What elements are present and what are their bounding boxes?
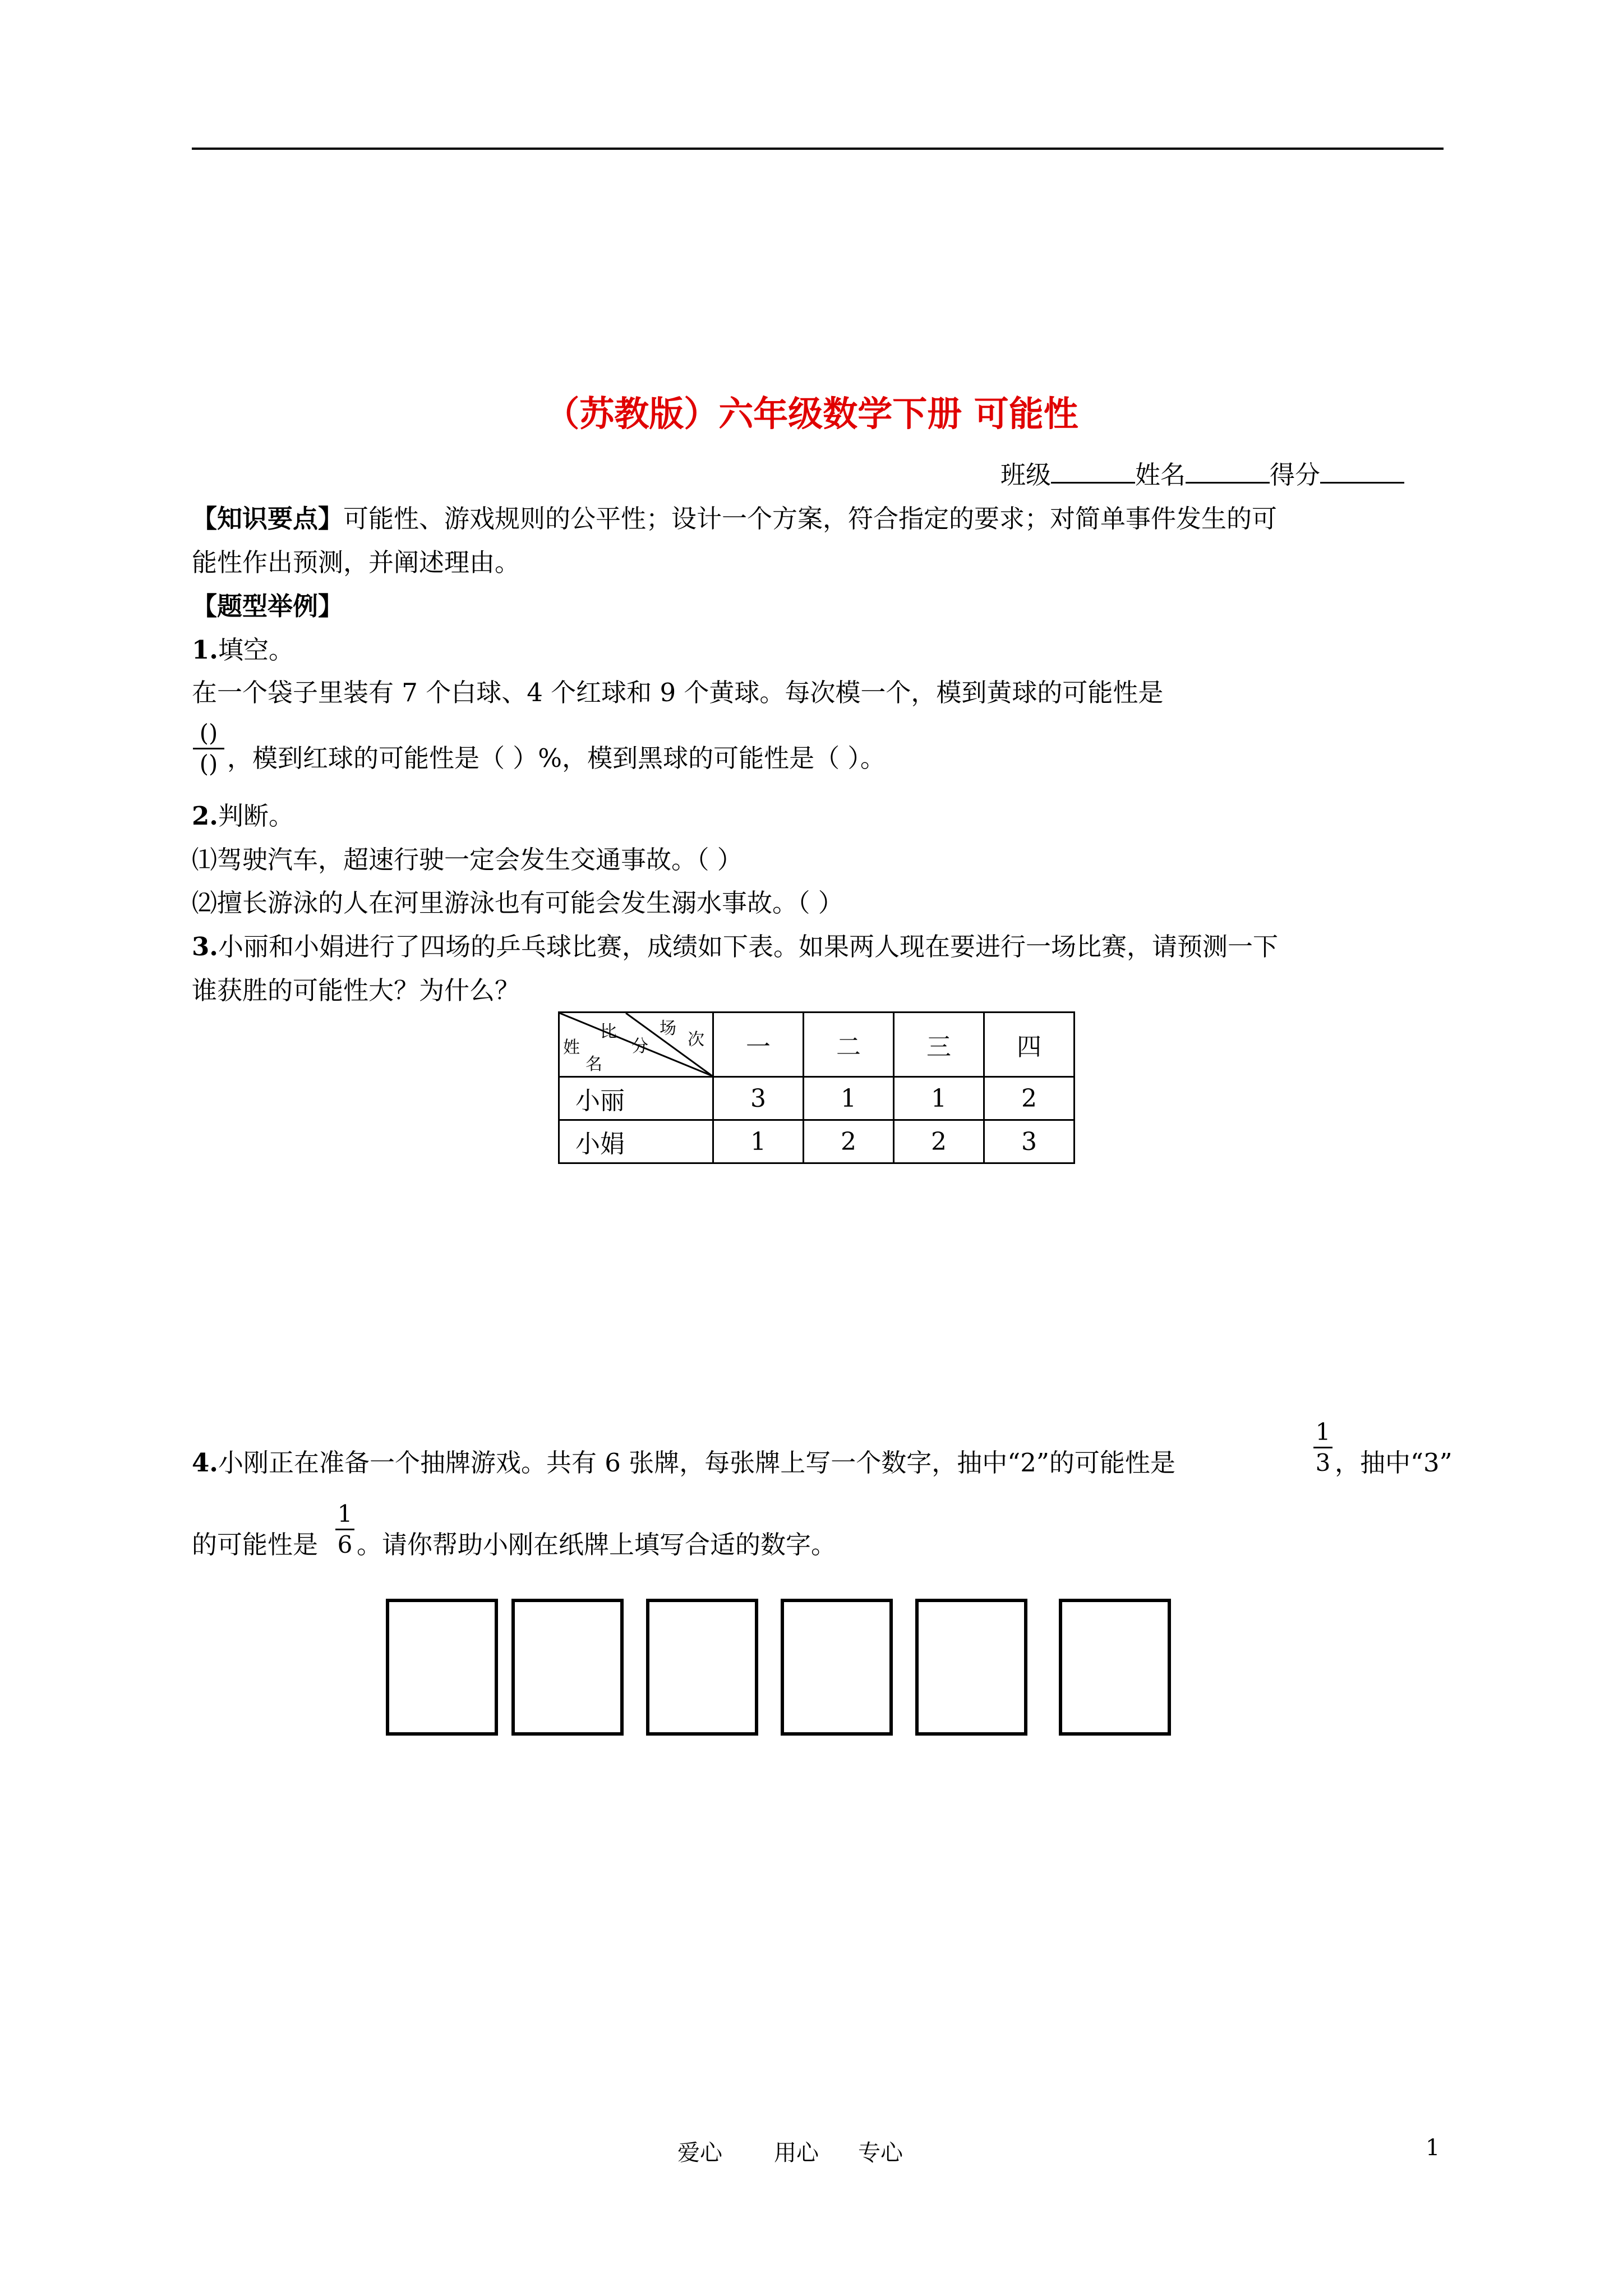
q3-text-1: 小丽和小娟进行了四场的乒乓球比赛，成绩如下表。如果两人现在要进行一场比赛，请预测一下 xyxy=(218,932,1278,961)
q4-fraction-2-numerator: 1 xyxy=(337,1500,353,1527)
table-cell: 1 xyxy=(804,1077,894,1120)
header-rule xyxy=(192,148,1444,150)
table-cell: 1 xyxy=(713,1120,804,1163)
q4-fraction-2 xyxy=(335,1501,354,1558)
diag-text-chang: 场 xyxy=(660,1019,676,1038)
name-label: 姓名 xyxy=(1135,460,1186,490)
row-name: 小娟 xyxy=(559,1120,713,1163)
knowledge-text-1: 可能性、游戏规则的公平性；设计一个方案，符合指定的要求；对简单事件发生的可 xyxy=(343,504,1278,533)
examples-label: 【题型举例】 xyxy=(192,591,344,621)
q4-number: 4. xyxy=(192,1448,218,1478)
q1-number: 1. xyxy=(192,635,218,665)
q1-title: 填空。 xyxy=(218,635,294,665)
q1-text-1: 在一个袋子里装有 7 个白球、4 个红球和 9 个黄球。每次模一个，模到黄球的可能性是 xyxy=(192,678,1164,707)
q2-title-line xyxy=(192,799,294,833)
knowledge-line-1 xyxy=(192,502,1277,536)
q1-fraction xyxy=(193,720,224,777)
table-row xyxy=(559,1120,1075,1163)
q2-item-2: ⑵擅长游泳的人在河里游泳也有可能会发生溺水事故。（ ） xyxy=(192,888,843,918)
q2-item-1: ⑴驾驶汽车，超速行驶一定会发生交通事故。（ ） xyxy=(192,845,743,875)
footer-motto-1: 爱心 xyxy=(677,2140,722,2166)
table-cell: 3 xyxy=(984,1120,1075,1163)
q3-line-1 xyxy=(192,930,1278,964)
q1-fraction-numerator: () xyxy=(199,719,218,747)
table-cell: 1 xyxy=(894,1077,984,1120)
q3-number: 3. xyxy=(192,932,218,961)
row-name: 小丽 xyxy=(559,1077,713,1120)
q2-title: 判断。 xyxy=(218,801,294,831)
class-blank[interactable] xyxy=(1051,459,1135,484)
q4-text-2a: 的可能性是 xyxy=(192,1530,319,1559)
card-blank-1[interactable] xyxy=(386,1599,498,1736)
q4-text-2b: 。请你帮助小刚在纸牌上填写合适的数字。 xyxy=(357,1530,837,1559)
page-number: 1 xyxy=(1426,2135,1440,2161)
table-row xyxy=(559,1077,1075,1120)
card-blank-3[interactable] xyxy=(646,1599,758,1736)
q4-fraction-1 xyxy=(1313,1419,1332,1476)
diag-text-ci: 次 xyxy=(688,1030,704,1050)
q1-title-line xyxy=(192,633,294,667)
column-header: 二 xyxy=(804,1013,894,1077)
table-cell: 2 xyxy=(984,1077,1075,1120)
diag-text-xing: 姓 xyxy=(563,1038,580,1057)
q4-fraction-1-bar xyxy=(1313,1447,1332,1448)
name-blank[interactable] xyxy=(1186,459,1270,484)
column-header: 三 xyxy=(894,1013,984,1077)
info-line xyxy=(1000,458,1404,492)
diag-text-bi: 比 xyxy=(600,1022,617,1042)
card-blank-2[interactable] xyxy=(511,1599,624,1736)
q1-fraction-bar xyxy=(193,748,224,749)
diag-text-fen: 分 xyxy=(631,1037,648,1056)
q3-text-2: 谁获胜的可能性大？为什么？ xyxy=(192,976,520,1005)
score-label: 得分 xyxy=(1270,460,1321,490)
knowledge-text-2: 能性作出预测，并阐述理由。 xyxy=(192,547,520,577)
q4-fraction-1-denominator: 3 xyxy=(1315,1449,1331,1476)
q4-text-1a: 小刚正在准备一个抽牌游戏。共有 6 张牌，每张牌上写一个数字，抽中“2”的可能性是 xyxy=(218,1448,1175,1478)
column-header: 一 xyxy=(713,1013,804,1077)
diag-text-ming: 名 xyxy=(585,1055,602,1074)
class-label: 班级 xyxy=(1000,460,1052,490)
q4-fraction-2-bar xyxy=(335,1529,354,1530)
table-cell: 2 xyxy=(804,1120,894,1163)
footer-motto-2: 用心 xyxy=(774,2140,819,2166)
card-blank-6[interactable] xyxy=(1059,1599,1171,1736)
column-header: 四 xyxy=(984,1013,1075,1077)
q4-fraction-2-denominator: 6 xyxy=(337,1531,353,1558)
q4-line-1 xyxy=(192,1446,1175,1480)
table-cell: 2 xyxy=(894,1120,984,1163)
card-blank-4[interactable] xyxy=(781,1599,893,1736)
page-title: （苏教版）六年级数学下册 可能性 xyxy=(545,393,1078,434)
q4-fraction-1-numerator: 1 xyxy=(1315,1418,1331,1446)
knowledge-label: 【知识要点】 xyxy=(192,504,344,533)
score-table xyxy=(558,1011,1075,1164)
table-header-row xyxy=(559,1013,1075,1077)
diagonal-header-cell xyxy=(559,1013,713,1077)
footer-motto-3: 专心 xyxy=(858,2140,903,2166)
q4-text-1b: ，抽中“3” xyxy=(1335,1448,1453,1478)
score-blank[interactable] xyxy=(1320,459,1404,484)
q1-fraction-denominator: () xyxy=(199,750,218,777)
q2-number: 2. xyxy=(192,801,218,831)
table-cell: 3 xyxy=(713,1077,804,1120)
card-blank-5[interactable] xyxy=(915,1599,1027,1736)
q1-text-2: ，模到红球的可能性是（ ）%，模到黑球的可能性是（ ）。 xyxy=(227,743,886,773)
